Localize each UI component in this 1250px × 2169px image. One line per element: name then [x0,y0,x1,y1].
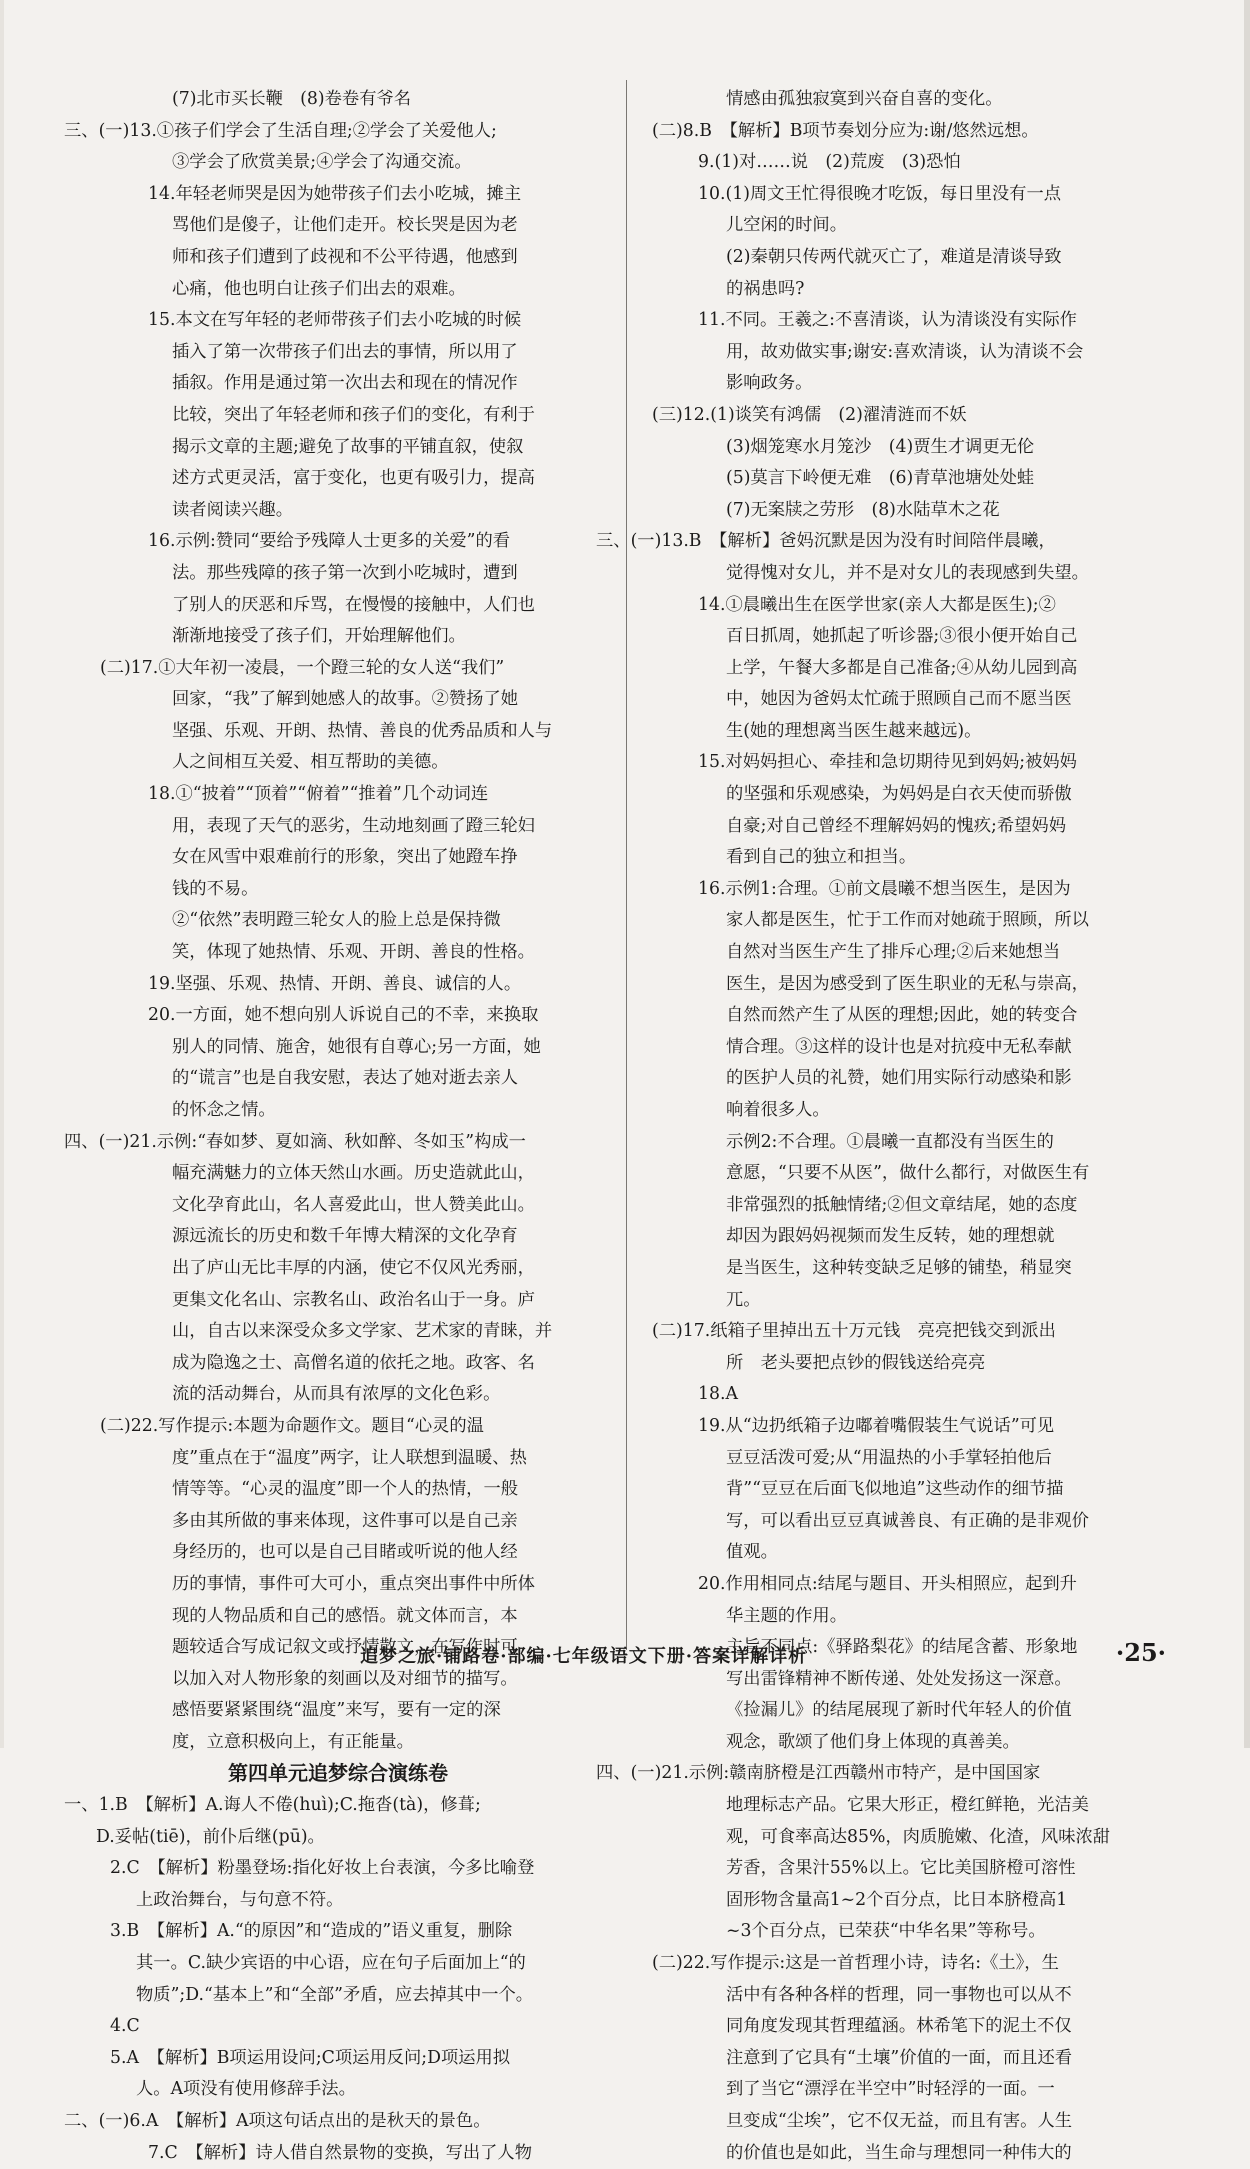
answer-line: (二)17.①大年初一凌晨，一个蹬三轮的女人送“我们” [100,657,505,678]
answer-line: 的“谎言”也是自我安慰，表达了她对逝去亲人 [172,1068,519,1089]
answer-line: 写，可以看出豆豆真诚善良、有正确的是非观价 [726,1510,1089,1531]
answer-line: 三、(一)13.B 【解析】爸妈沉默是因为没有时间陪伴晨曦， [596,531,1056,552]
answer-line: 同角度发现其哲理蕴涵。林希笔下的泥土不仅 [726,2016,1072,2037]
answer-line: 兀。 [726,1289,761,1310]
answer-line: 出了庐山无比丰厚的内涵，使它不仅风光秀丽， [172,1257,535,1278]
answer-line: 所 老头要把点钞的假钱送给亮亮 [726,1352,986,1373]
answer-line: 16.示例1:合理。①前文晨曦不想当医生，是因为 [698,878,1071,899]
answer-line: 现的人物品质和自己的感悟。就文体而言，本 [172,1605,518,1626]
answer-line: 11.不同。王羲之:不喜清谈，认为清谈没有实际作 [698,310,1077,331]
answer-line: 2.C 【解析】粉墨登场:指化好妆上台表演，今多比喻登 [110,1858,535,1879]
answer-line: 芳香，含果汁55%以上。它比美国脐橙可溶性 [726,1858,1076,1879]
answer-line: 了别人的厌恶和斥骂，在慢慢的接触中，人们也 [172,594,535,615]
page-footer [60,1638,1190,1672]
answer-line: 的祸患吗? [726,278,805,299]
left-column [64,84,612,2169]
answer-line: 儿空闲的时间。 [726,215,847,236]
answer-line: 感悟要紧紧围绕“温度”来写，要有一定的深 [172,1700,501,1721]
column-divider [626,80,627,1650]
answer-line: 到了当它“漂浮在半空中”时轻浮的一面。一 [726,2079,1055,2100]
answer-line: ~3个百分点，已荣获“中华名果”等称号。 [726,1921,1046,1942]
answer-line: 自然而然产生了从医的理想;因此，她的转变合 [726,1005,1078,1026]
answer-line: 19.从“边扔纸箱子边嘟着嘴假装生气说话”可见 [698,1415,1055,1436]
answer-line: 自豪;对自己曾经不理解妈妈的愧疚;希望妈妈 [726,815,1066,836]
answer-line: 源远流长的历史和数千年博大精深的文化孕育 [172,1226,518,1247]
answer-line: (二)17.纸箱子里掉出五十万元钱 亮亮把钱交到派出 [652,1321,1056,1342]
answer-line: 14.年轻老师哭是因为她带孩子们去小吃城，摊主 [148,183,522,204]
answer-line: 成为隐逸之士、高僧名道的依托之地。政客、名 [172,1352,535,1373]
answer-line: 别人的同情、施舍，她很有自尊心;另一方面，她 [172,1036,541,1057]
answer-line: 意愿，“只要不从医”，做什么都行，对做医生有 [726,1163,1090,1184]
answer-line: 笑，体现了她热情、乐观、开朗、善良的性格。 [172,942,535,963]
answer-line: 述方式更灵活，富于变化，也更有吸引力，提高 [172,468,535,489]
answer-line: 中，她因为爸妈太忙疏于照顾自己而不愿当医 [726,689,1072,710]
answer-line: 地理标志产品。它果大形正，橙红鲜艳，光洁美 [726,1795,1089,1816]
answer-line: ③学会了欣赏美景;④学会了沟通交流。 [172,152,472,173]
answer-line: ②“依然”表明蹬三轮女人的脸上总是保持微 [172,910,501,931]
answer-line: 坚强、乐观、开朗、热情、善良的优秀品质和人与 [172,720,553,741]
answer-line: 16.示例:赞同“要给予残障人士更多的关爱”的看 [148,531,511,552]
answer-line: 插叙。作用是通过第一次出去和现在的情况作 [172,373,518,394]
answer-line: 钱的不易。 [172,878,259,899]
answer-line: 示例2:不合理。①晨曦一直都没有当医生的 [726,1131,1054,1152]
answer-line: 4.C [110,2016,140,2037]
answer-line: 其一。C.缺少宾语的中心语，应在句子后面加上“的 [136,1953,526,1974]
answer-line: 用，表现了天气的恶劣，生动地刻画了蹬三轮妇 [172,815,535,836]
answer-line: 20.一方面，她不想向别人诉说自己的不幸，来换取 [148,1005,539,1026]
answer-line: (二)22.写作提示:本题为命题作文。题目“心灵的温 [100,1415,484,1436]
page-left-edge [0,0,4,1748]
answer-line: 题较适合写成记叙文或抒情散文，在写作时可 [172,1637,518,1658]
answer-line: 人之间相互关爱、相互帮助的美德。 [172,752,449,773]
answer-line: 却因为跟妈妈视频而发生反转，她的理想就 [726,1226,1055,1247]
answer-line: 三、(一)13.①孩子们学会了生活自理;②学会了关爱他人; [64,120,497,141]
answer-line: (2)秦朝只传两代就灭亡了，难道是清谈导致 [726,246,1062,267]
answer-line: 山，自古以来深受众多文学家、艺术家的青睐，并 [172,1321,553,1342]
answer-line: 心痛，他也明白让孩子们出去的艰难。 [172,278,466,299]
answer-line: (7)北市买长鞭 (8)卷卷有爷名 [172,89,412,109]
answer-line: 以加入对人物形象的刻画以及对细节的描写。 [172,1668,518,1689]
answer-line: 上学，午餐大多都是自己准备;④从幼儿园到高 [726,657,1078,678]
answer-line: 幅充满魅力的立体天然山水画。历史造就此山， [172,1163,535,1184]
answer-line: 7.C 【解析】诗人借自然景物的变换，写出了人物 [148,2142,532,2163]
answer-line: 15.本文在写年轻的老师带孩子们去小吃城的时候 [148,310,522,331]
answer-line: 回家，“我”了解到她感人的故事。②赞扬了她 [172,689,519,710]
answer-line: 历的事情，事件可大可小，重点突出事件中所体 [172,1573,535,1594]
answer-line: 9.(1)对……说 (2)荒废 (3)恐怕 [698,152,961,173]
answer-line: 流的活动舞台，从而具有浓厚的文化色彩。 [172,1384,501,1405]
answer-line: 看到自己的独立和担当。 [726,847,917,868]
answer-line: 人。A项没有使用修辞手法。 [136,2079,356,2100]
answer-line: 《捡漏儿》的结尾展现了新时代年轻人的价值 [726,1700,1072,1721]
answer-line: 法。那些残障的孩子第一次到小吃城时，遭到 [172,562,518,583]
answer-line: 是当医生，这种转变缺乏足够的铺垫，稍显突 [726,1257,1072,1278]
answer-line: 10.(1)周文王忙得很晚才吃饭，每日里没有一点 [698,183,1062,204]
answer-line: (7)无案牍之劳形 (8)水陆草木之花 [726,499,1000,520]
answer-line: 医生，是因为感受到了医生职业的无私与崇高， [726,973,1089,994]
answer-line: 揭示文章的主题;避免了故事的平铺直叙，使叙 [172,436,524,457]
answer-line: 插入了第一次带孩子们出去的事情，所以用了 [172,341,518,362]
answer-line: 15.对妈妈担心、牵挂和急切期待见到妈妈;被妈妈 [698,752,1077,773]
answer-line: 观念，歌颂了他们身上体现的真善美。 [726,1731,1020,1752]
answer-line: 自然对当医生产生了排斥心理;②后来她想当 [726,942,1061,963]
answer-line: 情感由孤独寂寞到兴奋自喜的变化。 [726,89,1003,109]
answer-line: 更集文化名山、宗教名山、政治名山于一身。庐 [172,1289,535,1310]
answer-line: 师和孩子们遭到了歧视和不公平待遇，他感到 [172,246,518,267]
answer-line: 多由其所做的事来体现，这件事可以是自己亲 [172,1510,518,1531]
answer-line: (5)莫言下岭便无难 (6)青草池塘处处蛙 [726,468,1035,489]
answer-line: 的医护人员的礼赞，她们用实际行动感染和影 [726,1068,1072,1089]
answer-line: 情等等。“心灵的温度”即一个人的热情，一般 [172,1479,519,1500]
answer-line: 情合理。③这样的设计也是对抗疫中无私奉献 [726,1036,1072,1057]
answer-line: 3.B 【解析】A.“的原因”和“造成的”语义重复，删除 [110,1921,513,1942]
answer-line: 四、(一)21.示例:赣南脐橙是江西赣州市特产，是中国国家 [596,1763,1041,1784]
page-number: ·25· [1115,1638,1166,1667]
answer-line: 读者阅读兴趣。 [172,499,293,520]
section-title: 第四单元追梦综合演练卷 [228,1761,448,1786]
answer-line: 度”重点在于“温度”两字，让人联想到温暖、热 [172,1447,527,1468]
answer-line: 上政治舞台，与句意不符。 [136,1889,344,1910]
answer-line: 的坚强和乐观感染，为妈妈是白衣天使而骄傲 [726,784,1072,805]
answer-line: 文化孕育此山，名人喜爱此山，世人赞美此山。 [172,1194,535,1215]
answer-line: 觉得愧对女儿，并不是对女儿的表现感到失望。 [726,562,1089,583]
answer-line: 身经历的，也可以是自己目睹或听说的他人经 [172,1542,518,1563]
answer-line: 用，故劝做实事;谢安:喜欢清谈，认为清谈不会 [726,341,1084,362]
answer-line: 写出雷锋精神不断传递、处处发扬这一深意。 [726,1668,1072,1689]
answer-line: 主旨不同点:《驿路梨花》的结尾含蓄、形象地 [726,1637,1078,1658]
answer-line: 家人都是医生，忙于工作而对她疏于照顾，所以 [726,910,1089,931]
answer-line: 生(她的理想离当医生越来越远)。 [726,720,982,741]
answer-line: 18.A [698,1384,738,1405]
answer-line: 活中有各种各样的哲理，同一事物也可以从不 [726,1984,1072,2005]
answer-line: 值观。 [726,1542,778,1563]
answer-line: 响着很多人。 [726,1100,830,1120]
answer-line: D.妥帖(tiē)，前仆后继(pū)。 [96,1826,325,1847]
answer-line: (二)8.B 【解析】B项节奏划分应为:谢/悠然远想。 [652,120,1039,141]
answer-line: 华主题的作用。 [726,1605,847,1626]
answer-line: (二)22.写作提示:这是一首哲理小诗，诗名:《土》，生 [652,1953,1059,1974]
answer-line: 豆豆活泼可爱;从“用温热的小手掌轻拍他后 [726,1447,1052,1468]
answer-line: (三)12.(1)谈笑有鸿儒 (2)濯清涟而不妖 [652,404,967,425]
right-column [596,84,1162,2169]
answer-line: 14.①晨曦出生在医学世家(亲人大都是医生);② [698,594,1056,615]
answer-line: 19.坚强、乐观、热情、开朗、善良、诚信的人。 [148,973,522,994]
answer-line: 注意到了它具有“土壤”价值的一面，而且还看 [726,2047,1073,2068]
answer-line: 旦变成“尘埃”，它不仅无益，而且有害。人生 [726,2111,1073,2131]
answer-line: 渐渐地接受了孩子们，开始理解他们。 [172,626,466,647]
answer-line: 四、(一)21.示例:“春如梦、夏如滴、秋如醉、冬如玉”构成一 [64,1131,526,1152]
answer-line: 影响政务。 [726,373,813,394]
answer-line: 物质”;D.“基本上”和“全部”矛盾，应去掉其中一个。 [136,1984,534,2005]
answer-line: 女在风雪中艰难前行的形象，突出了她蹬车挣 [172,847,518,868]
footer-title: 追梦之旅·铺路卷·部编·七年级语文下册·答案详解详析 [360,1646,808,1667]
answer-line: 骂他们是傻子，让他们走开。校长哭是因为老 [172,215,518,236]
answer-line: (3)烟笼寒水月笼沙 (4)贾生才调更无伦 [726,436,1035,457]
answer-line: 5.A 【解析】B项运用设问;C项运用反问;D项运用拟 [110,2047,511,2068]
answer-line: 固形物含量高1~2个百分点，比日本脐橙高1 [726,1889,1068,1910]
answer-line: 20.作用相同点:结尾与题目、开头相照应，起到升 [698,1573,1077,1594]
answer-line: 观，可食率高达85%，肉质脆嫩、化渣，风味浓甜 [726,1826,1111,1847]
answer-line: 背”“豆豆在后面飞似地追”这些动作的细节描 [726,1479,1064,1500]
answer-line: 度，立意积极向上，有正能量。 [172,1731,414,1752]
answer-line: 非常强烈的抵触情绪;②但文章结尾，她的态度 [726,1194,1078,1215]
answer-line: 二、(一)6.A 【解析】A项这句话点出的是秋天的景色。 [64,2111,491,2131]
answer-line: 比较，突出了年轻老师和孩子们的变化，有利于 [172,404,535,425]
answer-line: 一、1.B 【解析】A.诲人不倦(huì);C.拖沓(tà)，修葺; [64,1795,481,1816]
answer-line: 的价值也是如此，当生命与理想同一种伟大的 [726,2142,1072,2163]
answer-line: 的怀念之情。 [172,1100,276,1120]
page-right-edge [1244,0,1250,1748]
answer-line: 18.①“披着”“顶着”“俯着”“推着”几个动词连 [148,784,489,805]
answer-line: 百日抓周，她抓起了听诊器;③很小便开始自己 [726,626,1078,647]
